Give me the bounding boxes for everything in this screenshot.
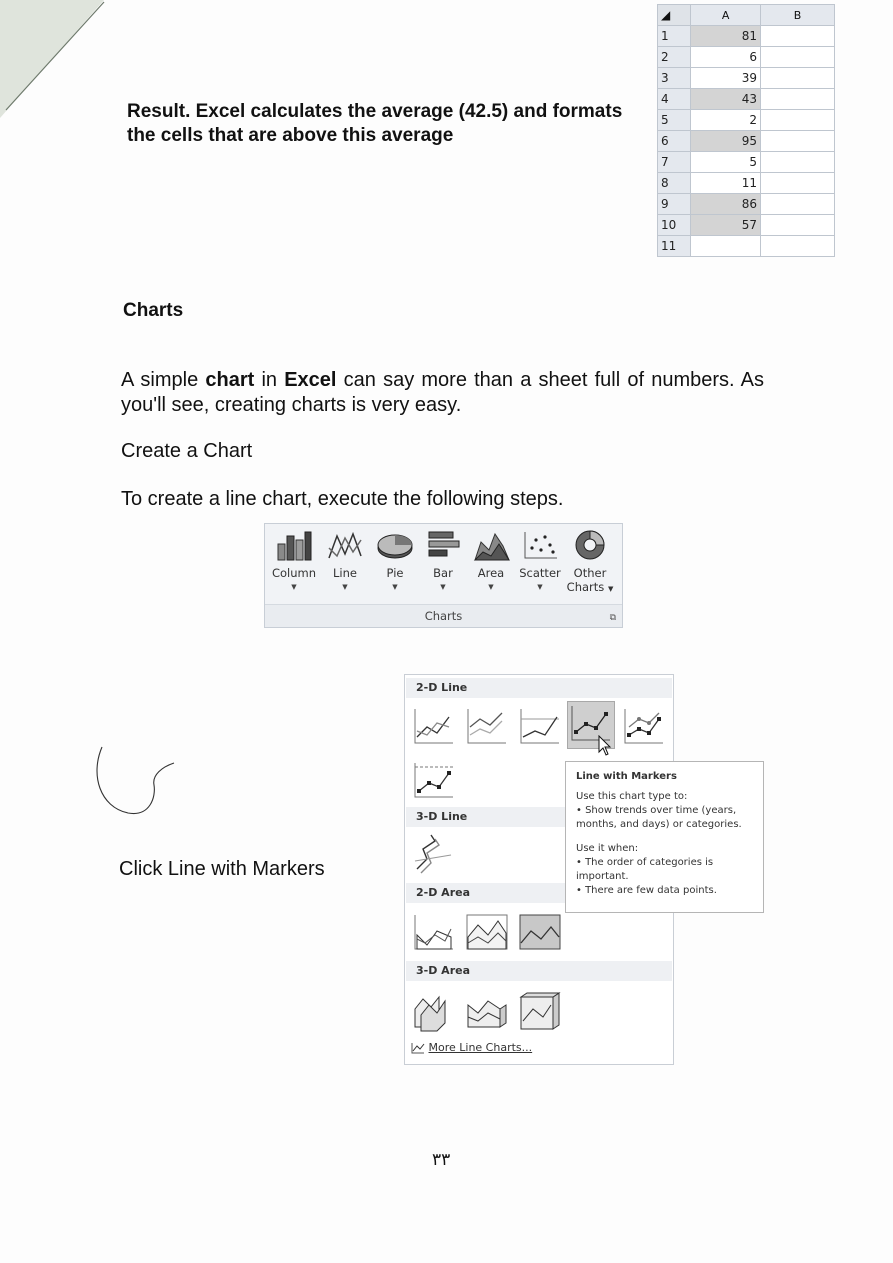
- bar-chart-button[interactable]: [417, 528, 469, 591]
- 100-stacked-line-with-markers-icon[interactable]: [411, 759, 457, 805]
- area-chart-button[interactable]: [465, 528, 517, 591]
- cell-b[interactable]: [760, 89, 834, 110]
- charts-group-label: Charts: [265, 604, 622, 627]
- cell-a[interactable]: 81: [691, 26, 761, 47]
- pie-chart-icon: [375, 528, 415, 562]
- line-chart-button[interactable]: [319, 528, 371, 591]
- bar-label: Bar: [433, 566, 453, 580]
- stacked-3d-area-icon[interactable]: [464, 987, 510, 1033]
- other-charts-button[interactable]: [563, 528, 617, 594]
- stacked-line-with-markers-icon[interactable]: [621, 705, 667, 751]
- 100-stacked-area-icon[interactable]: [517, 909, 563, 955]
- 100-stacked-3d-area-icon[interactable]: [517, 987, 563, 1033]
- dropdown-arrow-icon: ▼: [537, 583, 543, 591]
- scatter-label: Scatter: [519, 566, 561, 580]
- column-header-a[interactable]: A: [691, 5, 761, 26]
- cell-b[interactable]: [760, 68, 834, 89]
- column-label: Column: [271, 566, 317, 580]
- more-line-charts-link[interactable]: [411, 1041, 532, 1054]
- intro-text: can say more than a sheet full of numbers. As you'll see, creating charts is very easy.: [121, 369, 764, 416]
- pie-chart-button[interactable]: [369, 528, 421, 591]
- page-number: ٣٣: [432, 1150, 451, 1170]
- cell-a[interactable]: 6: [691, 47, 761, 68]
- line-chart-small-icon: [411, 1042, 425, 1054]
- pen-mark-scribble: [92, 745, 182, 820]
- 100-stacked-line-icon[interactable]: [517, 705, 563, 751]
- section-3d-line: 3-D Line: [406, 807, 672, 827]
- mouse-cursor-icon: [597, 735, 613, 757]
- row-header[interactable]: 9: [658, 194, 691, 215]
- dropdown-arrow-icon: ▼: [342, 583, 348, 591]
- row-header[interactable]: 7: [658, 152, 691, 173]
- dropdown-arrow-icon: ▼: [291, 583, 297, 591]
- cell-b[interactable]: [760, 47, 834, 68]
- cell-b[interactable]: [760, 194, 834, 215]
- charts-heading: Charts: [123, 300, 184, 321]
- dialog-launcher-icon[interactable]: ⧉: [609, 613, 616, 623]
- section-3d-area: 3-D Area: [406, 961, 672, 981]
- cell-a[interactable]: 86: [691, 194, 761, 215]
- dropdown-arrow-icon: ▼: [607, 585, 614, 593]
- column-header-b[interactable]: B: [760, 5, 834, 26]
- area-icon[interactable]: [411, 909, 457, 955]
- line-label: Line: [333, 566, 357, 580]
- area-chart-icon: [471, 528, 511, 562]
- cell-b[interactable]: [760, 236, 834, 257]
- section-2d-area: 2-D Area: [406, 883, 672, 903]
- table-row: [658, 236, 835, 257]
- table-row: [658, 26, 835, 47]
- table-row: [658, 215, 835, 236]
- line-chart-icon: [325, 528, 365, 562]
- cell-b[interactable]: [760, 110, 834, 131]
- column-chart-icon: [274, 528, 314, 562]
- intro-bold-chart: chart: [205, 369, 255, 391]
- cell-a[interactable]: 39: [691, 68, 761, 89]
- tooltip-text: • The order of categories is important.: [576, 857, 714, 882]
- bar-chart-icon: [423, 528, 463, 562]
- cell-a[interactable]: [691, 236, 761, 257]
- area-label: Area: [477, 566, 505, 580]
- intro-paragraph: [121, 368, 764, 418]
- table-row: [658, 152, 835, 173]
- cell-b[interactable]: [760, 215, 834, 236]
- row-header[interactable]: 5: [658, 110, 691, 131]
- stacked-area-icon[interactable]: [464, 909, 510, 955]
- dropdown-arrow-icon: ▼: [392, 583, 398, 591]
- ribbon-charts-group: [264, 523, 623, 628]
- row-header[interactable]: 3: [658, 68, 691, 89]
- row-header[interactable]: 11: [658, 236, 691, 257]
- intro-text: A simple: [121, 369, 206, 391]
- row-header[interactable]: 4: [658, 89, 691, 110]
- doughnut-chart-icon: [570, 528, 610, 562]
- row-header[interactable]: 8: [658, 173, 691, 194]
- tooltip-text: Use this chart type to:: [576, 791, 688, 802]
- tooltip-text: • Show trends over time (years, months, and days) or categories.: [576, 805, 742, 830]
- cell-b[interactable]: [760, 173, 834, 194]
- pie-label: Pie: [386, 566, 404, 580]
- dropdown-arrow-icon: ▼: [440, 583, 446, 591]
- intro-text: in: [254, 369, 285, 391]
- page-corner-shadow: [0, 0, 110, 130]
- line-with-markers-tooltip: [565, 761, 764, 913]
- cell-a[interactable]: 43: [691, 89, 761, 110]
- row-header[interactable]: 1: [658, 26, 691, 47]
- row-header[interactable]: 2: [658, 47, 691, 68]
- steps-intro: To create a line chart, execute the following steps.: [121, 488, 564, 510]
- table-row: [658, 110, 835, 131]
- row-header[interactable]: 10: [658, 215, 691, 236]
- scatter-chart-icon: [520, 528, 560, 562]
- click-instruction: Click Line with Markers: [119, 858, 325, 880]
- 3d-area-icon[interactable]: [411, 987, 457, 1033]
- cell-b[interactable]: [760, 131, 834, 152]
- scatter-chart-button[interactable]: [514, 528, 566, 591]
- result-paragraph: Result. Excel calculates the average (42.5) and formats the cells that are above this average: [127, 101, 623, 146]
- table-row: [658, 47, 835, 68]
- table-row: [658, 68, 835, 89]
- tooltip-title: Line with Markers: [576, 771, 677, 782]
- cell-a[interactable]: 95: [691, 131, 761, 152]
- table-row: [658, 89, 835, 110]
- section-2d-line: 2-D Line: [406, 678, 672, 698]
- stacked-line-icon[interactable]: [464, 705, 510, 751]
- cell-a[interactable]: 57: [691, 215, 761, 236]
- create-chart-heading: Create a Chart: [121, 440, 253, 462]
- line-icon[interactable]: [411, 705, 457, 751]
- table-row: [658, 173, 835, 194]
- cell-a[interactable]: 11: [691, 173, 761, 194]
- row-header[interactable]: 6: [658, 131, 691, 152]
- cell-b[interactable]: [760, 26, 834, 47]
- other-charts-label: Other Charts: [566, 566, 607, 594]
- dropdown-arrow-icon: ▼: [488, 583, 494, 591]
- tooltip-text: • There are few data points.: [576, 885, 717, 896]
- table-row: [658, 194, 835, 215]
- cell-b[interactable]: [760, 152, 834, 173]
- cell-a[interactable]: 5: [691, 152, 761, 173]
- more-line-charts-label: More Line Charts...: [428, 1041, 533, 1054]
- table-row: [658, 131, 835, 152]
- intro-bold-excel: Excel: [284, 369, 337, 391]
- column-chart-button[interactable]: [268, 528, 320, 591]
- spreadsheet-excerpt: [657, 4, 835, 257]
- cell-a[interactable]: 2: [691, 110, 761, 131]
- tooltip-text: Use it when:: [576, 843, 639, 854]
- 3d-line-icon[interactable]: [411, 831, 457, 877]
- select-all-corner[interactable]: ◢: [658, 5, 691, 26]
